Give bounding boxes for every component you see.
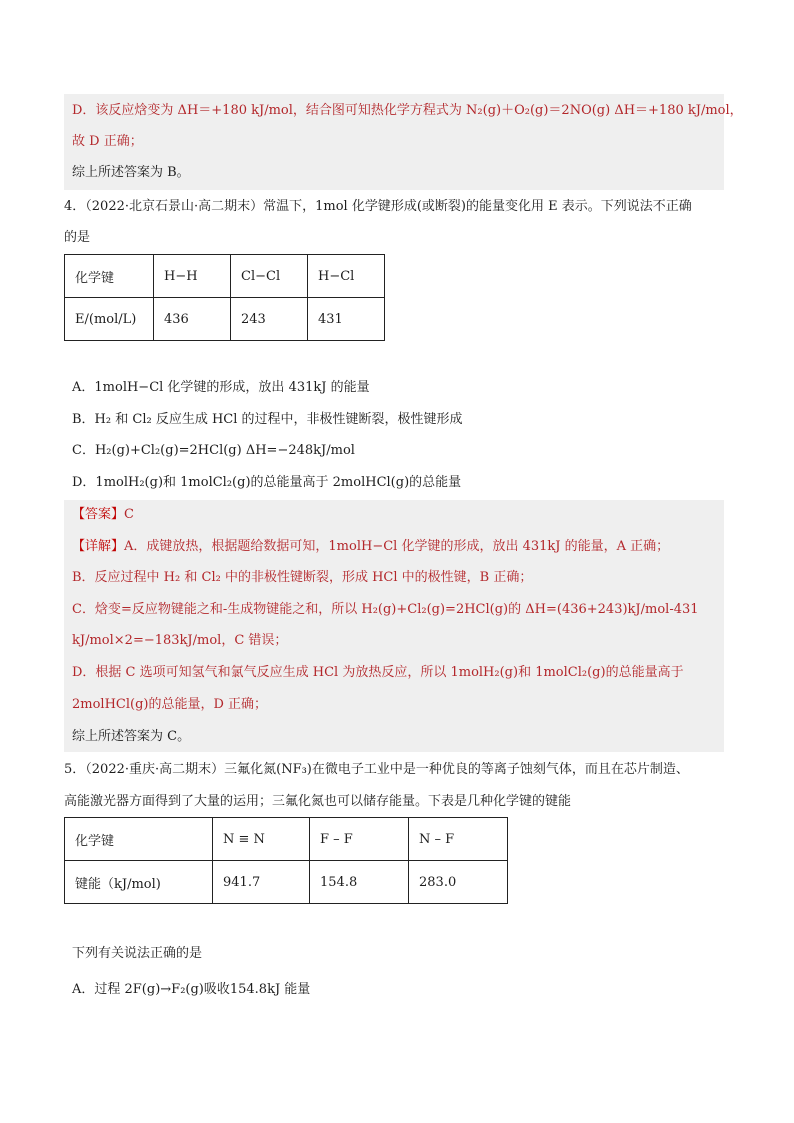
answer-value: C — [124, 507, 134, 522]
q5-option-a: A．过程 2F(g)→F₂(g)吸收154.8kJ 能量 — [72, 982, 311, 997]
q5-question: 下列有关说法正确的是 — [72, 946, 203, 961]
table-cell: 154.8 — [310, 861, 409, 904]
table-cell: 化学键 — [65, 255, 154, 298]
q3-detail-d-line1: D．该反应焓变为 ΔH＝+180 kJ/mol，结合图可知热化学方程式为 N₂(g)＋O₂(g)＝2NO(g) ΔH＝+180 kJ/mol， — [72, 103, 743, 118]
q4-option-a: A．1molH−Cl 化学键的形成，放出 431kJ 的能量 — [72, 380, 370, 395]
answer-tag: 【答案】 — [72, 507, 125, 522]
q4-detail-d2: 2molHCl(g)的总能量，D 正确； — [72, 697, 268, 712]
q4-detail-c1: C．焓变=反应物键能之和-生成物键能之和，所以 H₂(g)+Cl₂(g)=2HCl(g)的 ΔH=(436+243)kJ/mol-431 — [72, 602, 699, 617]
q3-detail-d-line2: 故 D 正确； — [72, 134, 143, 149]
q4-detail-c2: kJ/mol×2=−183kJ/mol，C 错误； — [72, 633, 288, 648]
table-cell: F – F — [310, 818, 409, 861]
table-cell: 283.0 — [409, 861, 508, 904]
q5-bond-table — [64, 817, 508, 904]
table-cell: 243 — [231, 298, 308, 341]
q4-summary: 综上所述答案为 C。 — [72, 729, 191, 744]
q4-option-b: B．H₂ 和 Cl₂ 反应生成 HCl 的过程中，非极性键断裂，极性键形成 — [72, 412, 463, 427]
table-cell: H−Cl — [308, 255, 385, 298]
q5-stem-line2: 高能激光器方面得到了大量的运用；三氟化氮也可以储存能量。下表是几种化学键的键能 — [64, 794, 572, 809]
q4-bond-table — [64, 254, 385, 341]
table-cell: 键能（kJ/mol) — [65, 861, 213, 904]
q4-stem-line2: 的是 — [64, 230, 91, 245]
table-cell: 化学键 — [65, 818, 213, 861]
table-row — [65, 255, 385, 298]
q4-detail-a — [72, 537, 669, 557]
table-cell: 431 — [308, 298, 385, 341]
table-cell: N ≡ N — [213, 818, 310, 861]
q4-stem-line1: 4．（2022·北京石景山·高二期末）常温下，1mol 化学键形成(或断裂)的能量变化用 E 表示。下列说法不正确 — [64, 199, 692, 214]
table-row — [65, 818, 508, 861]
table-cell: H−H — [154, 255, 231, 298]
q4-detail-b: B．反应过程中 H₂ 和 Cl₂ 中的非极性键断裂，形成 HCl 中的极性键，B 正确； — [72, 570, 533, 585]
table-cell: 941.7 — [213, 861, 310, 904]
q4-detail-d1: D．根据 C 选项可知氢气和氯气反应生成 HCl 为放热反应，所以 1molH₂(g)和 1molCl₂(g)的总能量高于 — [72, 665, 684, 680]
table-cell: 436 — [154, 298, 231, 341]
q4-option-d: D．1molH₂(g)和 1molCl₂(g)的总能量高于 2molHCl(g)的总能量 — [72, 475, 462, 490]
table-cell: Cl−Cl — [231, 255, 308, 298]
q4-answer — [72, 505, 134, 525]
table-cell: E/(mol/L) — [65, 298, 154, 341]
table-cell: N – F — [409, 818, 508, 861]
detail-text: A．成键放热，根据题给数据可知，1molH−Cl 化学键的形成，放出 431kJ 的能量，A 正确； — [124, 539, 670, 554]
table-row — [65, 861, 508, 904]
q5-stem-line1: 5．（2022·重庆·高二期末）三氟化氮(NF₃)在微电子工业中是一种优良的等离子蚀刻气体，而且在芯片制造、 — [64, 762, 689, 777]
detail-tag: 【详解】 — [72, 539, 125, 554]
q3-summary: 综上所述答案为 B。 — [72, 165, 190, 180]
q4-option-c: C．H₂(g)+Cl₂(g)=2HCl(g) ΔH=−248kJ/mol — [72, 443, 355, 458]
table-row — [65, 298, 385, 341]
